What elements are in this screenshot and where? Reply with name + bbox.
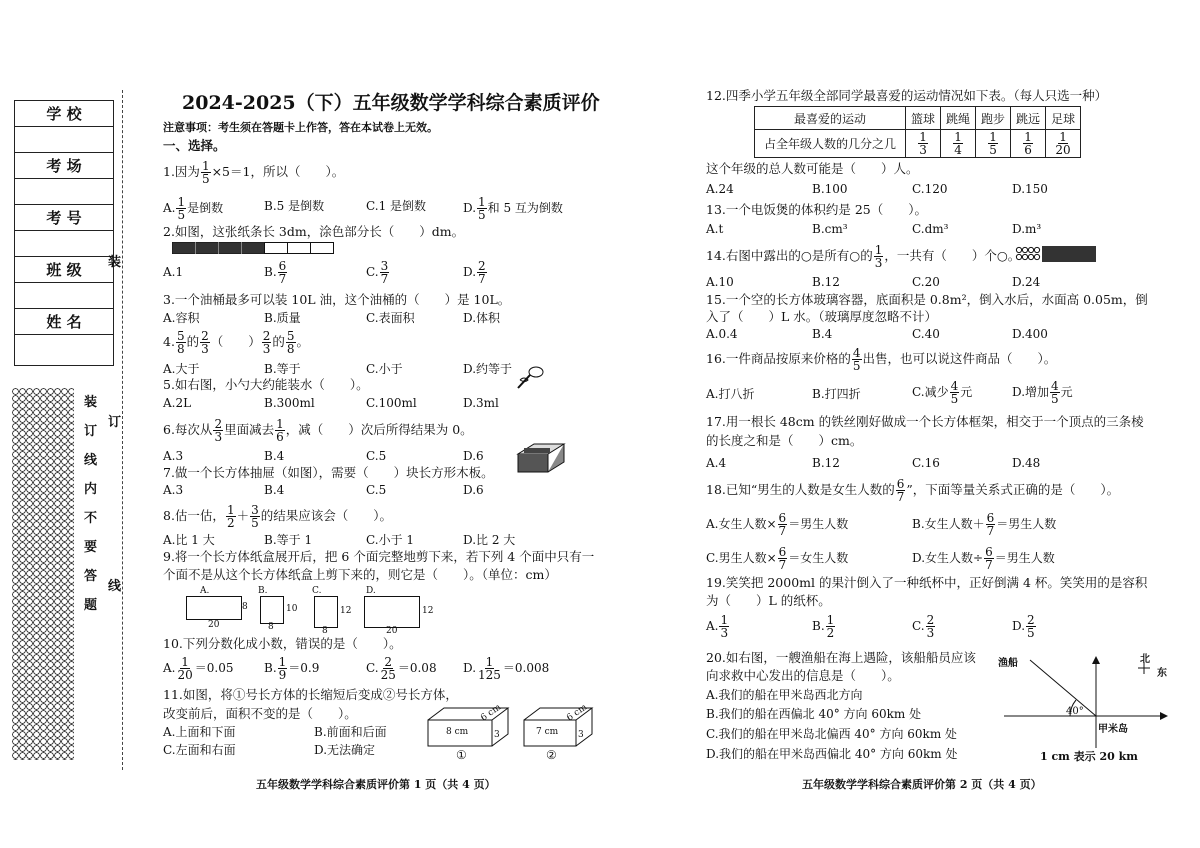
q14-option-b[interactable]: B.12 [812,275,840,289]
cover-rectangle [1042,246,1096,262]
q5-option-d[interactable]: D.3ml [463,396,499,410]
question-20-line2: 向求救中心发出的信息是（ ）。 [706,668,900,683]
question-11-line1: 11.如图，将①号长方体的长缩短后变成②号长方体， [163,687,458,702]
q6-option-c[interactable]: C.5 [366,449,387,463]
q20-option-a[interactable]: A.我们的船在甲米岛西北方向 [706,688,863,702]
box1-number: ① [456,748,467,762]
question-15-line2: 入了（ ）L 水。（玻璃厚度忽略不计） [706,309,938,324]
q7-option-b[interactable]: B.4 [264,483,285,497]
question-8: 8.估一估， $\frac{1}{2}$ ＋ $\frac{3}{5}$ 的结果应该会（ ）。 [163,503,392,530]
class-label: 班 级 [15,257,113,283]
name-label: 姓 名 [15,309,113,335]
q2-option-d[interactable]: D. $\frac{2}{7}$ [463,259,486,286]
question-18: 18.已知“男生的人数是女生人数的 $\frac{6}{7}$ ”，下面等量关系式正确的是（ ）。 [706,477,1120,504]
q10-option-d[interactable]: D. $\frac{1}{125}$ ＝0.008 [463,655,550,682]
q17-option-a[interactable]: A.4 [706,456,727,470]
q12-option-b[interactable]: B.100 [812,182,848,196]
box1-length: 8 cm [446,727,469,737]
q3-option-a[interactable]: A.容积 [163,311,200,325]
q11-option-c[interactable]: C.左面和右面 [163,743,236,757]
table-header: 足球 [1046,107,1081,130]
map-scale: 1 cm 表示 20 km [1040,750,1138,763]
table-header: 跳远 [1011,107,1046,130]
hexagon-pattern-band [12,388,74,760]
boat-direction-line [1030,660,1096,716]
q9-shape-d-letter: D. [366,586,376,596]
question-9-line2: 个面不是从这个长方体纸盒上剪下来的，则它是（ ）。（单位：cm） [163,567,557,582]
q18-option-b[interactable]: B.女生人数＋ $\frac{6}{7}$ ＝男生人数 [912,511,1057,538]
q17-option-c[interactable]: C.16 [912,456,940,470]
exam-room-field[interactable] [15,179,113,205]
question-12: 12.四季小学五年级全部同学最喜爱的运动情况如下表。（每人只选一种） [706,88,1108,103]
question-12-ask: 这个年级的总人数可能是（ ）人。 [706,161,919,176]
question-5: 5.如右图，小勺大约能装水（ ）。 [163,377,369,392]
question-2: 2.如图，这张纸条长 3dm，涂色部分长（ ）dm。 [163,224,465,239]
exam-notice: 注意事项：考生须在答题卡上作答，答在本试卷上无效。 [163,121,438,134]
q2-option-a[interactable]: A.1 [163,265,184,279]
q8-option-d[interactable]: D.比 2 大 [463,533,516,547]
q2-option-c[interactable]: C. $\frac{3}{7}$ [366,259,389,286]
table-header: 篮球 [906,107,941,130]
q18-option-c[interactable]: C.男生人数× $\frac{6}{7}$ ＝女生人数 [706,545,849,572]
q14-option-c[interactable]: C.20 [912,275,940,289]
q2-option-b[interactable]: B. $\frac{6}{7}$ [264,259,287,286]
q16-option-b[interactable]: B.打四折 [812,387,861,401]
drawer-figure [514,440,570,480]
north-label: 北 [1140,654,1150,665]
box1-height: 3 [494,730,500,740]
q11-option-b[interactable]: B.前面和后面 [314,725,387,739]
q15-option-a[interactable]: A.0.4 [706,327,738,341]
q17-option-d[interactable]: D.48 [1012,456,1041,470]
q1-option-b[interactable]: B.5 是倒数 [264,199,325,213]
q8-option-b[interactable]: B.等于 1 [264,533,313,547]
q13-option-a[interactable]: A.t [706,222,724,236]
q9-shape-a[interactable] [186,596,242,620]
table-header: 跑步 [976,107,1011,130]
q7-option-a[interactable]: A.3 [163,483,184,497]
q1-option-a[interactable]: A. $\frac{1}{5}$ 是倒数 [163,195,224,222]
q4-option-d[interactable]: D.约等于 [463,362,513,376]
spoon-icon [514,362,548,392]
q16-option-c[interactable]: C.减少 $\frac{4}{5}$ 元 [912,379,973,406]
q4-option-b[interactable]: B.等于 [264,362,301,376]
question-17-line2: 的长度之和是（ ）cm。 [706,433,863,448]
question-13: 13.一个电饭煲的体积约是 25（ ）。 [706,202,928,217]
q15-option-c[interactable]: C.40 [912,327,940,341]
sport-preference-table [754,106,1081,158]
q9-shape-a-letter: A. [200,586,210,596]
q6-option-b[interactable]: B.4 [264,449,285,463]
question-20-line1: 20.如右图，一艘渔船在海上遇险，该船船员应该 [706,650,976,665]
east-label: 东 [1157,668,1167,679]
q9-shape-c[interactable] [314,596,338,628]
q10-option-c[interactable]: C. $\frac{2}{25}$ ＝0.08 [366,655,437,682]
q5-option-a[interactable]: A.2L [163,396,192,410]
q11-option-a[interactable]: A.上面和下面 [163,725,236,739]
q6-option-d[interactable]: D.6 [463,449,484,463]
binding-line [122,90,123,770]
question-7: 7.做一个长方体抽屉（如图），需要（ ）块长方形木板。 [163,465,494,480]
q19-option-d[interactable]: D. $\frac{2}{5}$ [1012,613,1035,640]
q19-option-c[interactable]: C. $\frac{2}{3}$ [912,613,935,640]
q4-option-c[interactable]: C.小于 [366,362,403,376]
box2-number: ② [546,748,557,762]
margin-warning: 装 订 线 内 不 要 答 题 [84,395,98,613]
question-3: 3.一个油桶最多可以装 10L 油，这个油桶的（ ）是 10L。 [163,292,511,307]
binding-mark-1: 装 [108,255,122,270]
q9-shape-c-letter: C. [312,586,322,596]
question-1: 1.因为 $\frac{1}{5}$ ×5＝1，所以（ ）。 [163,159,345,186]
q7-option-d[interactable]: D.6 [463,483,484,497]
q17-option-b[interactable]: B.12 [812,456,840,470]
question-17-line1: 17.用一根长 48cm 的铁丝刚好做成一个长方体框架，相交于一个顶点的三条棱 [706,414,1144,429]
q9-shape-d[interactable] [364,596,420,628]
box2-height: 3 [578,730,584,740]
question-19-line1: 19.笑笑把 2000ml 的果汁倒入了一种纸杯中，正好倒满 4 杯。笑笑用的是容积 [706,575,1148,590]
q9-shape-b-letter: B. [258,586,268,596]
paper-strip-figure [172,242,334,254]
q14-option-a[interactable]: A.10 [706,275,734,289]
binding-mark-2: 订 [108,415,122,430]
q8-option-c[interactable]: C.小于 1 [366,533,415,547]
map-island-label: 甲米岛 [1098,724,1128,735]
q19-option-a[interactable]: A. $\frac{1}{3}$ [706,613,729,640]
q3-option-b[interactable]: B.质量 [264,311,301,325]
q7-option-c[interactable]: C.5 [366,483,387,497]
q8-option-a[interactable]: A.比 1 大 [163,533,215,547]
map-angle-label: 40° [1066,706,1084,717]
table-cell: $\frac{1}{5}$ [976,130,1011,158]
binding-mark-3: 线 [108,579,122,594]
q12-option-a[interactable]: A.24 [706,182,734,196]
table-header: 跳绳 [941,107,976,130]
q10-option-a[interactable]: A. $\frac{1}{20}$ ＝0.05 [163,655,234,682]
q1-option-c[interactable]: C.1 是倒数 [366,199,427,213]
box2-width: 6 cm [565,702,590,724]
q13-option-d[interactable]: D.m³ [1012,222,1042,236]
q20-option-d[interactable]: D.我们的船在甲米岛西偏北 40° 方向 60km 处 [706,747,958,761]
page-title: 2024-2025（下）五年级数学学科综合素质评价 [182,92,600,114]
exam-room-label: 考 场 [15,153,113,179]
table-cell: $\frac{1}{4}$ [941,130,976,158]
q6-option-a[interactable]: A.3 [163,449,184,463]
q20-option-c[interactable]: C.我们的船在甲米岛北偏西 40° 方向 60km 处 [706,727,958,741]
page1-footer: 五年级数学学科综合素质评价第 1 页（共 4 页） [256,778,496,791]
q13-option-b[interactable]: B.cm³ [812,222,848,236]
box2-length: 7 cm [536,727,559,737]
q15-option-d[interactable]: D.400 [1012,327,1048,341]
question-10: 10.下列分数化成小数，错误的是（ ）。 [163,636,402,651]
q5-option-b[interactable]: B.300ml [264,396,315,410]
q18-option-a[interactable]: A.女生人数× $\frac{6}{7}$ ＝男生人数 [706,511,849,538]
page2-footer: 五年级数学学科综合素质评价第 2 页（共 4 页） [802,778,1042,791]
name-field[interactable] [15,335,113,365]
table-cell: $\frac{1}{3}$ [906,130,941,158]
exam-no-label: 考 号 [15,205,113,231]
table-cell: $\frac{1}{20}$ [1046,130,1081,158]
table-cell: $\frac{1}{6}$ [1011,130,1046,158]
q12-option-c[interactable]: C.120 [912,182,948,196]
question-14: 14.右图中露出的○是所有○的 $\frac{1}{3}$ ，一共有（ ）个○。 [706,243,1021,270]
q13-option-c[interactable]: C.dm³ [912,222,949,236]
question-11-line2: 改变前后，面积不变的是（ ）。 [163,706,357,721]
q11-option-d[interactable]: D.无法确定 [314,743,376,757]
q15-option-b[interactable]: B.4 [812,327,833,341]
question-6: 6.每次从 $\frac{2}{3}$ 里面减去 $\frac{1}{6}$ ，减（ ）次后所得结果为 0。 [163,417,473,444]
q3-option-c[interactable]: C.表面积 [366,311,415,325]
q9-shape-b[interactable] [260,596,284,624]
q19-option-b[interactable]: B. $\frac{1}{2}$ [812,613,835,640]
map-boat-label: 渔船 [998,658,1018,669]
table-header: 最喜爱的运动 [755,107,906,130]
question-15-line1: 15.一个空的长方体玻璃容器，底面积是 0.8m²，倒入水后，水面高 0.05m，倒 [706,292,1148,307]
q3-option-d[interactable]: D.体积 [463,311,501,325]
circles-figure [1014,245,1098,263]
q1-option-d[interactable]: D. $\frac{1}{5}$ 和 5 互为倒数 [463,195,563,222]
q18-option-d[interactable]: D.女生人数÷ $\frac{6}{7}$ ＝男生人数 [912,545,1055,572]
question-16: 16.一件商品按原来价格的 $\frac{4}{5}$ 出售，也可以说这件商品（ ）。 [706,346,1057,373]
q4-option-a[interactable]: A.大于 [163,362,200,376]
table-row-label: 占全年级人数的几分之几 [755,130,906,158]
exam-no-field[interactable] [15,231,113,257]
q16-option-a[interactable]: A.打八折 [706,387,755,401]
map-figure [1000,648,1180,756]
q10-option-b[interactable]: B. $\frac{1}{9}$ ＝0.9 [264,655,320,682]
school-field[interactable] [15,127,113,153]
q5-option-c[interactable]: C.100ml [366,396,417,410]
school-label: 学 校 [15,101,113,127]
question-19-line2: 为（ ）L 的纸杯。 [706,593,831,608]
q16-option-d[interactable]: D.增加 $\frac{4}{5}$ 元 [1012,379,1073,406]
q12-option-d[interactable]: D.150 [1012,182,1048,196]
box1-width: 6 cm [479,702,504,724]
question-9-line1: 9.将一个长方体纸盒展开后，把 6 个面完整地剪下来，若下列 4 个面中只有一 [163,549,595,564]
section-heading: 一、选择。 [163,138,226,153]
class-field[interactable] [15,283,113,309]
student-info-box [14,100,114,366]
question-4: 4. $\frac{5}{8}$ 的 $\frac{2}{3}$ （ ） $\frac{2}{3}$ 的 $\frac{5}{8}$ 。 [163,329,310,356]
q9-shapes: A. 8 20 B. 10 8 C. 12 8 D. 12 20 [184,586,584,632]
q14-option-d[interactable]: D.24 [1012,275,1041,289]
q20-option-b[interactable]: B.我们的船在西偏北 40° 方向 60km 处 [706,707,922,721]
